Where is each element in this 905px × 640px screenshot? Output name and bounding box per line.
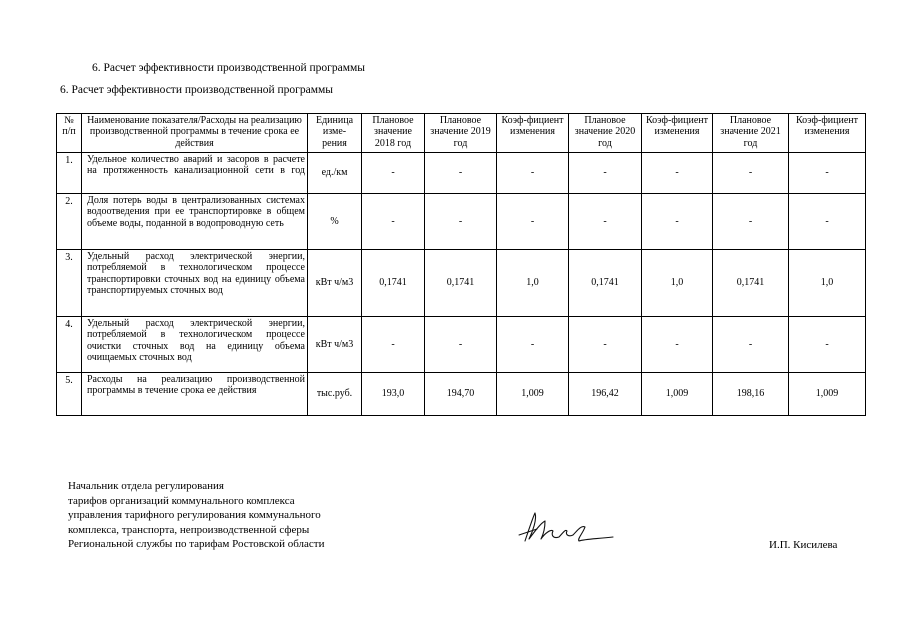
value-cell: - bbox=[569, 317, 642, 373]
position-line: комплекса, транспорта, непроизводственной сферы bbox=[68, 523, 310, 536]
row-number: 5. bbox=[57, 373, 82, 416]
table-row bbox=[57, 153, 866, 194]
value-cell: - bbox=[642, 194, 713, 250]
section-heading: 6. Расчет эффективности производственной программы bbox=[92, 62, 366, 74]
value-cell: 1,009 bbox=[789, 373, 866, 416]
position-line: тарифов организаций коммунального комплекса bbox=[68, 494, 295, 507]
value-cell: - bbox=[425, 317, 497, 373]
indicator-name: Расходы на реализацию производственной программы в течение срока ее действия bbox=[82, 373, 308, 416]
section-heading-repeat: 6. Расчет эффективности производственной программы bbox=[60, 84, 334, 96]
unit-cell: тыс.руб. bbox=[308, 373, 362, 416]
header-cell: Коэф-фициент изменения bbox=[497, 114, 569, 153]
value-cell: 1,009 bbox=[642, 373, 713, 416]
value-cell: - bbox=[642, 317, 713, 373]
header-cell: Плановое значение 2020 год bbox=[569, 114, 642, 153]
value-cell: - bbox=[497, 153, 569, 194]
value-cell: 198,16 bbox=[713, 373, 789, 416]
header-cell: № п/п bbox=[57, 114, 82, 153]
value-cell: - bbox=[789, 153, 866, 194]
table-row bbox=[57, 373, 866, 416]
value-cell: - bbox=[425, 153, 497, 194]
indicator-name: Удельное количество аварий и засоров в расчете на протяженность канализационной сети в год bbox=[82, 153, 308, 194]
value-cell: - bbox=[362, 153, 425, 194]
indicator-name: Удельный расход электрической энергии, потребляемой в технологическом процессе транспортировки сточных вод на единицу объема транспортируемых сточных вод bbox=[82, 250, 308, 317]
value-cell: - bbox=[569, 194, 642, 250]
value-cell: - bbox=[362, 194, 425, 250]
value-cell: 193,0 bbox=[362, 373, 425, 416]
unit-cell: % bbox=[308, 194, 362, 250]
value-cell: - bbox=[569, 153, 642, 194]
unit-cell: кВт ч/м3 bbox=[308, 250, 362, 317]
indicator-name: Доля потерь воды в централизованных системах водоотведения при ее транспортировке в общем объеме воды, поданной в водопроводную сеть bbox=[82, 194, 308, 250]
table-row bbox=[57, 194, 866, 250]
value-cell: - bbox=[642, 153, 713, 194]
value-cell: 0,1741 bbox=[713, 250, 789, 317]
header-cell: Единица изме-рения bbox=[308, 114, 362, 153]
row-number: 1. bbox=[57, 153, 82, 194]
value-cell: - bbox=[713, 194, 789, 250]
header-cell: Коэф-фициент изменения bbox=[789, 114, 866, 153]
handwritten-signature bbox=[515, 505, 615, 549]
signatory-position bbox=[68, 479, 325, 552]
header-cell: Плановое значение 2021 год bbox=[713, 114, 789, 153]
table-header-row bbox=[57, 114, 866, 153]
value-cell: 0,1741 bbox=[362, 250, 425, 317]
value-cell: - bbox=[789, 194, 866, 250]
value-cell: 194,70 bbox=[425, 373, 497, 416]
value-cell: - bbox=[789, 317, 866, 373]
value-cell: - bbox=[362, 317, 425, 373]
header-cell: Коэф-фициент изменения bbox=[642, 114, 713, 153]
indicator-name: Удельный расход электрической энергии, потребляемой в технологическом процессе очистки сточных вод на единицу объема очищаемых сточных вод bbox=[82, 317, 308, 373]
value-cell: - bbox=[713, 153, 789, 194]
value-cell: 1,0 bbox=[642, 250, 713, 317]
row-number: 4. bbox=[57, 317, 82, 373]
position-line: Начальник отдела регулирования bbox=[68, 480, 224, 492]
value-cell: 1,009 bbox=[497, 373, 569, 416]
row-number: 2. bbox=[57, 194, 82, 250]
value-cell: 1,0 bbox=[789, 250, 866, 317]
efficiency-table bbox=[56, 113, 866, 416]
header-cell: Плановое значение 2019 год bbox=[425, 114, 497, 153]
table-row bbox=[57, 317, 866, 373]
value-cell: - bbox=[713, 317, 789, 373]
value-cell: - bbox=[497, 194, 569, 250]
value-cell: 0,1741 bbox=[569, 250, 642, 317]
value-cell: 1,0 bbox=[497, 250, 569, 317]
table-row bbox=[57, 250, 866, 317]
header-cell: Наименование показателя/Расходы на реализацию производственной программы в течение срока ее действия bbox=[82, 114, 308, 153]
position-line: управления тарифного регулирования коммунального bbox=[68, 509, 321, 522]
unit-cell: кВт ч/м3 bbox=[308, 317, 362, 373]
value-cell: 0,1741 bbox=[425, 250, 497, 317]
value-cell: - bbox=[425, 194, 497, 250]
position-line: Региональной службы по тарифам Ростовской области bbox=[68, 538, 325, 551]
row-number: 3. bbox=[57, 250, 82, 317]
header-cell: Плановое значение 2018 год bbox=[362, 114, 425, 153]
value-cell: - bbox=[497, 317, 569, 373]
value-cell: 196,42 bbox=[569, 373, 642, 416]
signatory-name: И.П. Кисилева bbox=[769, 539, 838, 551]
unit-cell: ед./км bbox=[308, 153, 362, 194]
